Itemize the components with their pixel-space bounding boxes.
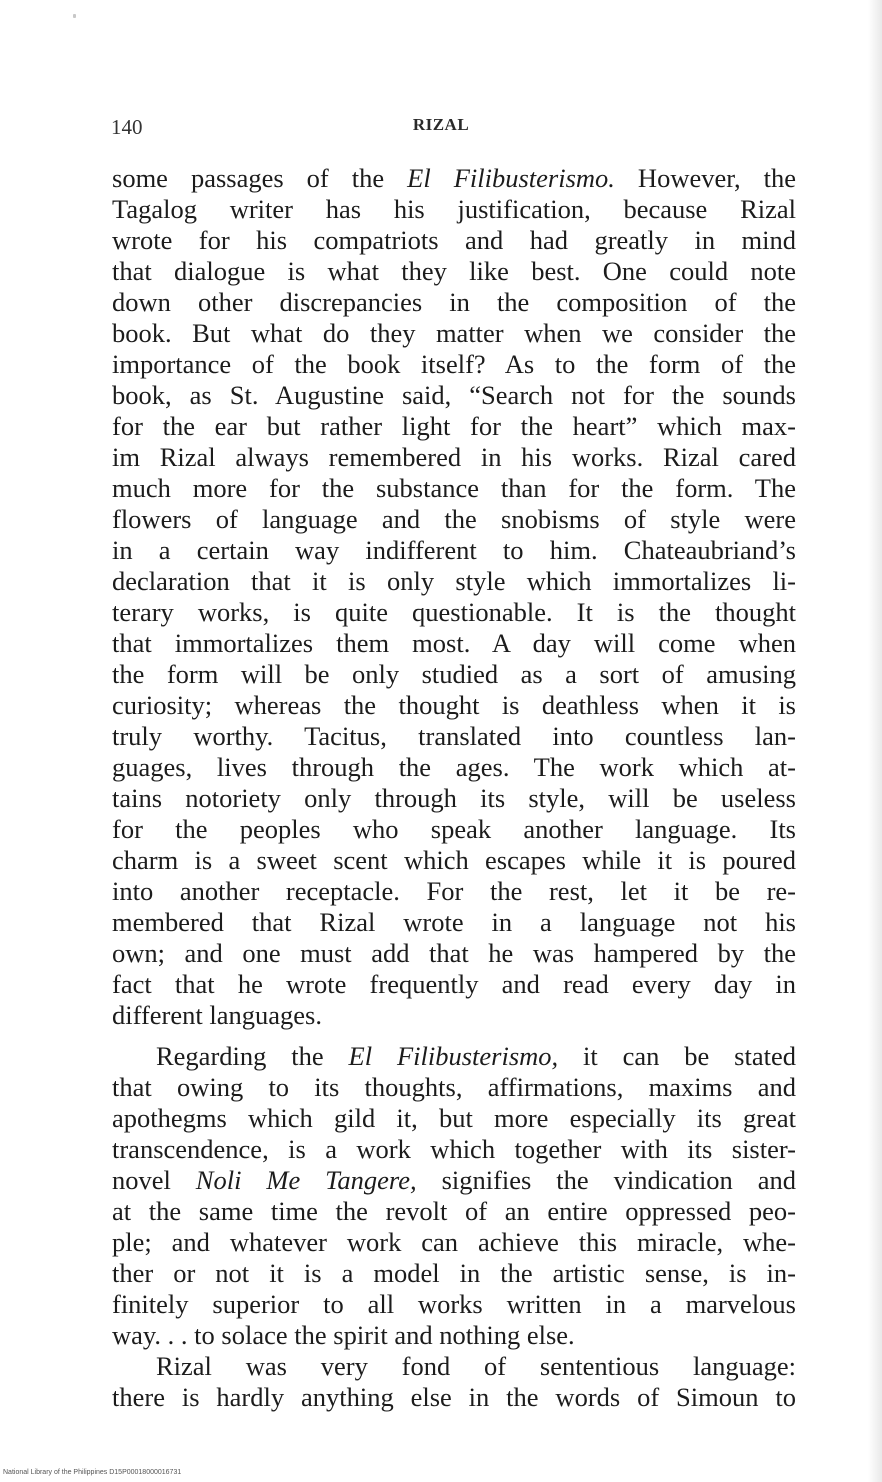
- text-line: [112, 318, 796, 349]
- text-line: [112, 690, 796, 721]
- text-line: [112, 442, 796, 473]
- text-line: [112, 1227, 796, 1258]
- text-line: [112, 597, 796, 628]
- text-line: [112, 1072, 796, 1103]
- text-segment: transcendence, is a work which together with its sister-: [112, 1134, 796, 1164]
- italic-title: El Filibusterismo,: [348, 1041, 559, 1071]
- text-segment: signifies the vindication and: [416, 1165, 796, 1195]
- text-line: [112, 907, 796, 938]
- text-line: [112, 721, 796, 752]
- text-segment: tains notoriety only through its style, will be useless: [112, 783, 796, 813]
- paragraph: [112, 163, 796, 1031]
- text-segment: curiosity; whereas the thought is deathless when it is: [112, 690, 796, 720]
- text-segment: the form will be only studied as a sort of amusing: [112, 659, 796, 689]
- running-head: RIZAL: [412, 115, 470, 134]
- text-segment: for the peoples who speak another language. Its: [112, 814, 796, 844]
- text-segment: fact that he wrote frequently and read every day in: [112, 969, 796, 999]
- text-line: [112, 349, 796, 380]
- text-segment: that dialogue is what they like best. One could note: [112, 256, 796, 286]
- page-header: [0, 111, 882, 141]
- text-segment: into another receptacle. For the rest, let it be re-: [112, 876, 796, 906]
- text-line: [112, 628, 796, 659]
- text-segment: book. But what do they matter when we consider the: [112, 318, 796, 348]
- text-segment: some passages of the: [112, 163, 408, 193]
- text-line: [112, 752, 796, 783]
- text-segment: Regarding the: [156, 1041, 349, 1071]
- text-segment: at the same time the revolt of an entire oppressed peo-: [112, 1196, 796, 1226]
- scan-credit: National Library of the Philippines D15P00018000016731: [3, 1469, 182, 1476]
- text-segment: much more for the substance than for the form. The: [112, 473, 796, 503]
- text-segment: ple; and whatever work can achieve this miracle, whe-: [112, 1227, 796, 1257]
- text-segment: wrote for his compatriots and had greatly in mind: [112, 225, 796, 255]
- text-segment: it can be stated: [558, 1041, 796, 1071]
- text-segment: in a certain way indifferent to him. Chateaubriand’s: [112, 535, 796, 565]
- text-segment: that immortalizes them most. A day will come when: [112, 628, 796, 658]
- text-line: [112, 783, 796, 814]
- text-line: [112, 876, 796, 907]
- paragraph: [112, 1041, 796, 1351]
- text-segment: However, the: [614, 163, 796, 193]
- text-segment: finitely superior to all works written in a marvelous: [112, 1289, 796, 1319]
- text-line: [112, 566, 796, 597]
- text-segment: charm is a sweet scent which escapes while it is poured: [112, 845, 796, 875]
- text-line: [112, 1134, 796, 1165]
- text-line: [112, 163, 796, 194]
- text-line: [112, 938, 796, 969]
- text-segment: importance of the book itself? As to the form of the: [112, 349, 796, 379]
- text-line: [112, 1196, 796, 1227]
- text-line: [112, 1000, 796, 1031]
- text-line: [112, 1103, 796, 1134]
- text-segment: down other discrepancies in the composition of the: [112, 287, 796, 317]
- text-line: [112, 1382, 796, 1413]
- text-segment: book, as St. Augustine said, “Search not for the sounds: [112, 380, 796, 410]
- text-line: [112, 1041, 796, 1072]
- text-line: [112, 1320, 796, 1351]
- text-segment: ther or not it is a model in the artistic sense, is in-: [112, 1258, 796, 1288]
- text-line: [112, 194, 796, 225]
- text-line: [112, 845, 796, 876]
- text-line: [112, 659, 796, 690]
- page-number: 140: [111, 115, 143, 139]
- text-segment: membered that Rizal wrote in a language not his: [112, 907, 796, 937]
- text-line: [112, 504, 796, 535]
- paragraph: [112, 1351, 796, 1413]
- text-line: [112, 535, 796, 566]
- text-segment: that owing to its thoughts, affirmations, maxims and: [112, 1072, 796, 1102]
- text-line: [112, 969, 796, 1000]
- text-line: [112, 1289, 796, 1320]
- text-segment: truly worthy. Tacitus, translated into countless lan-: [112, 721, 796, 751]
- text-line: [112, 380, 796, 411]
- text-segment: for the ear but rather light for the heart” which max-: [112, 411, 796, 441]
- text-segment: apothegms which gild it, but more especially its great: [112, 1103, 796, 1133]
- text-line: [112, 411, 796, 442]
- paragraph-gap: [112, 1031, 796, 1041]
- text-segment: Tagalog writer has his justification, because Rizal: [112, 194, 796, 224]
- text-line: [112, 225, 796, 256]
- text-segment: different languages.: [112, 1000, 322, 1030]
- text-segment: terary works, is quite questionable. It is the thought: [112, 597, 796, 627]
- text-segment: guages, lives through the ages. The work which at-: [112, 752, 796, 782]
- text-segment: way. . . to solace the spirit and nothing else.: [112, 1320, 575, 1350]
- text-segment: there is hardly anything else in the words of Simoun to: [112, 1382, 796, 1412]
- scan-speck: [73, 14, 76, 18]
- text-segment: im Rizal always remembered in his works. Rizal cared: [112, 442, 796, 472]
- text-line: [112, 1258, 796, 1289]
- text-segment: own; and one must add that he was hampered by the: [112, 938, 796, 968]
- text-segment: novel: [112, 1165, 196, 1195]
- text-line: [112, 1165, 796, 1196]
- text-line: [112, 814, 796, 845]
- page-edge-shadow: [868, 0, 882, 1482]
- text-segment: flowers of language and the snobisms of style were: [112, 504, 796, 534]
- text-line: [112, 287, 796, 318]
- text-line: [112, 256, 796, 287]
- italic-title: El Filibusterismo.: [407, 163, 615, 193]
- text-segment: declaration that it is only style which immortalizes li-: [112, 566, 796, 596]
- text-segment: Rizal was very fond of sententious language:: [156, 1351, 796, 1381]
- text-line: [112, 473, 796, 504]
- text-line: [112, 1351, 796, 1382]
- italic-title: Noli Me Tangere,: [195, 1165, 417, 1195]
- body-text: [112, 163, 796, 1413]
